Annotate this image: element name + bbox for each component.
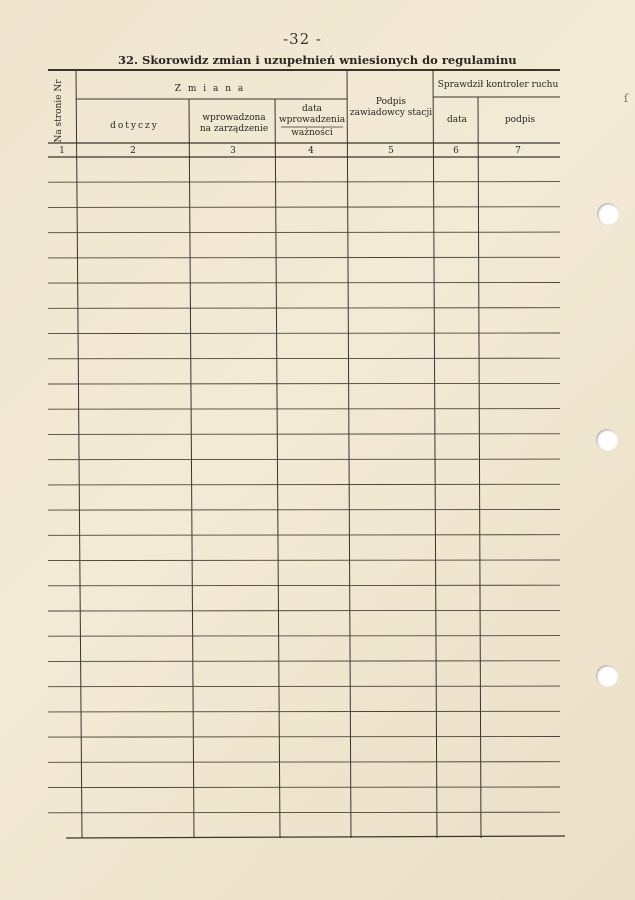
col-divider-4 <box>347 70 351 838</box>
table-row-line <box>48 610 560 611</box>
table-row-line <box>48 283 560 284</box>
table-row-line <box>48 560 560 561</box>
table-row-line <box>48 661 560 662</box>
column-number-3: 3 <box>230 146 236 156</box>
header-podpis-zawiadowcy: Podpis zawiadowcy stacji <box>349 97 433 118</box>
table-row-line <box>48 383 560 384</box>
table-row-line <box>48 535 560 536</box>
table-row-line <box>48 737 560 738</box>
column-number-2: 2 <box>130 146 136 156</box>
table-row-line <box>48 182 560 183</box>
column-number-4: 4 <box>308 146 314 156</box>
table-row-line <box>48 812 560 813</box>
column-number-1: 1 <box>59 146 65 156</box>
table-bottom-border <box>66 836 565 838</box>
table-row-line <box>48 409 560 410</box>
table-row-line <box>48 484 560 485</box>
header-dotyczy: dotyczy <box>110 121 159 131</box>
col-divider-1 <box>76 70 82 838</box>
table-row-line <box>48 358 560 359</box>
header-na-stronie-nr: Na stronie Nr <box>54 79 64 143</box>
table-row-line <box>48 434 560 435</box>
header-sprawdzil: Sprawdził kontroler ruchu <box>437 80 559 90</box>
table-row-line <box>48 711 560 712</box>
table-row-line <box>48 207 560 208</box>
table-row-line <box>48 232 560 233</box>
header-podpis-kontrolera: podpis <box>504 115 536 125</box>
table-row-line <box>48 308 560 309</box>
column-number-6: 6 <box>453 146 459 156</box>
col-divider-5 <box>433 70 437 838</box>
page-number: -32 - <box>283 30 322 48</box>
edge-mark: ſ <box>624 92 629 105</box>
table-row-line <box>48 510 560 511</box>
table-row-line <box>48 686 560 687</box>
column-number-5: 5 <box>388 146 394 156</box>
header-wprowadzona: wprowadzona na zarządzenie <box>199 113 269 134</box>
table-row-line <box>48 257 560 258</box>
page-title: 32. Skorowidz zmian i uzupełnień wniesionych do regulaminu <box>118 53 517 67</box>
table-row-line <box>48 585 560 586</box>
col-divider-6 <box>478 97 481 838</box>
header-data-wprowadzenia: data wprowadzenia ważności <box>278 104 346 138</box>
table-row-line <box>48 762 560 763</box>
header-zmiana: Z m i a n a <box>174 84 246 94</box>
table-row-line <box>48 333 560 334</box>
col-divider-3 <box>275 99 280 838</box>
table-row-line <box>48 787 560 788</box>
col-divider-2 <box>189 99 194 838</box>
header-data: data <box>446 115 468 125</box>
table-row-line <box>48 459 560 460</box>
table-row-line <box>48 636 560 637</box>
column-number-7: 7 <box>515 146 521 156</box>
